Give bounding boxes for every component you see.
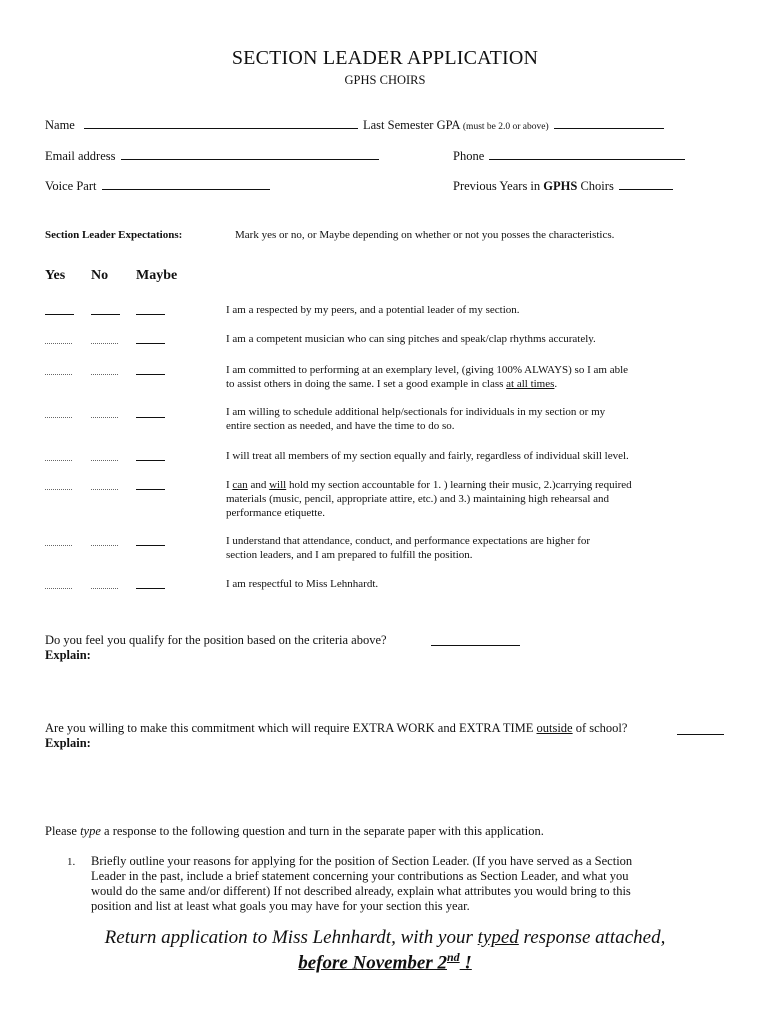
email-field (45, 148, 379, 164)
statement-1: I am a respected by my peers, and a potential leader of my section. (226, 304, 520, 316)
row1-no-blank[interactable] (91, 314, 120, 315)
gpa-note: (must be 2.0 or above) (462, 122, 549, 132)
statement-6 (226, 478, 632, 520)
closing-deadline-suffix: nd (446, 950, 460, 964)
email-label: Email address (45, 149, 116, 163)
item-number: 1. (67, 856, 76, 868)
statement-6-will: will (269, 479, 287, 491)
statement-6-part-e: hold my section accountable for 1. ) learning their music, 2.)carrying required (286, 479, 632, 491)
statement-6-part-a: I (226, 479, 233, 491)
row3-yes-blank[interactable] (45, 374, 72, 375)
type-instructions-type: type (80, 824, 101, 838)
row3-no-blank[interactable] (91, 374, 118, 375)
closing-line-1-a: Return application to Miss Lehnhardt, with your (104, 927, 478, 948)
type-instructions-c: a response to the following question and turn in the separate paper with this application. (100, 824, 544, 838)
row4-no-blank[interactable] (91, 417, 118, 418)
voice-part-input-line[interactable] (102, 178, 270, 190)
phone-input-line[interactable] (489, 148, 685, 160)
previous-years-field (453, 178, 673, 194)
row7-yes-blank[interactable] (45, 545, 72, 546)
statement-6-line-3: performance etiquette. (226, 507, 325, 519)
item-1-line-3: would do the same and/or different) If not described already, explain what attributes you would bring to this (91, 884, 631, 898)
item-1 (91, 854, 632, 914)
statement-4 (226, 405, 605, 433)
row8-no-blank[interactable] (91, 588, 118, 589)
email-input-line[interactable] (121, 148, 379, 160)
statement-6-line-1 (226, 478, 632, 492)
row6-maybe-blank[interactable] (136, 489, 165, 490)
statement-4-line-1: I am willing to schedule additional help/sectionals for individuals in my section or my (226, 406, 606, 418)
column-no: No (91, 268, 109, 283)
closing-deadline: before November 2 (298, 952, 447, 974)
row4-maybe-blank[interactable] (136, 417, 165, 418)
name-label: Name (45, 118, 75, 132)
previous-years-label-b: GPHS (543, 179, 578, 193)
name-field (45, 117, 358, 133)
item-1-line-4: position and list at least what goals you may have for your section this year. (91, 899, 470, 913)
closing-line-2 (0, 950, 770, 974)
row2-yes-blank[interactable] (45, 343, 72, 344)
statement-6-line-2: materials (music, pencil, appropriate attire, etc.) and 3.) maintaining high rehearsal and (226, 493, 610, 505)
closing-exclaim: ! (459, 952, 472, 974)
question-1-explain-label: Explain: (45, 648, 91, 662)
question-1: Do you feel you qualify for the position based on the criteria above? (45, 633, 387, 647)
question-2-outside: outside (536, 721, 573, 735)
column-yes: Yes (45, 268, 66, 283)
statement-2: I am a competent musician who can sing pitches and speak/clap rhythms accurately. (226, 333, 596, 345)
row2-maybe-blank[interactable] (136, 343, 165, 344)
page-subtitle: GPHS CHOIRS (344, 73, 426, 87)
statement-3-underlined: at all times (506, 378, 555, 390)
statement-3 (226, 363, 628, 391)
row5-yes-blank[interactable] (45, 460, 72, 461)
row3-maybe-blank[interactable] (136, 374, 165, 375)
row7-no-blank[interactable] (91, 545, 118, 546)
page-title: SECTION LEADER APPLICATION (231, 47, 539, 69)
question-2-text: Are you willing to make this commitment which will require EXTRA WORK and EXTRA TIME (45, 721, 537, 735)
question-2 (45, 721, 627, 736)
closing-line-1 (0, 927, 770, 949)
statement-3-period: . (554, 378, 558, 390)
statement-5: I will treat all members of my section equally and fairly, regardless of individual skill level. (226, 450, 629, 462)
statement-3-line-2 (226, 377, 628, 391)
gpa-input-line[interactable] (554, 117, 664, 129)
closing-line-1-c: response attached, (518, 927, 666, 948)
statement-6-part-c: and (247, 479, 270, 491)
previous-years-label-a: Previous Years in (453, 179, 544, 193)
question-2-explain-label: Explain: (45, 736, 91, 750)
gpa-label: Last Semester GPA (363, 118, 460, 132)
column-maybe: Maybe (136, 268, 178, 283)
statement-6-can: can (232, 479, 248, 491)
type-instructions (45, 824, 544, 839)
row5-no-blank[interactable] (91, 460, 118, 461)
row6-no-blank[interactable] (91, 489, 118, 490)
statement-8: I am respectful to Miss Lehnhardt. (226, 578, 379, 590)
question-2-end: of school? (572, 721, 628, 735)
row5-maybe-blank[interactable] (136, 460, 165, 461)
question-2-answer-blank[interactable] (677, 734, 724, 735)
expectations-label: Section Leader Expectations: (45, 229, 183, 241)
name-input-line[interactable] (84, 117, 358, 129)
row8-yes-blank[interactable] (45, 588, 72, 589)
voice-part-field (45, 178, 270, 194)
statement-3-line-1: I am committed to performing at an exemplary level, (giving 100% ALWAYS) so I am able (226, 364, 629, 376)
previous-years-label-c: Choirs (577, 179, 614, 193)
row4-yes-blank[interactable] (45, 417, 72, 418)
type-instructions-a: Please (45, 824, 81, 838)
closing-typed: typed (477, 927, 519, 948)
statement-3-text: to assist others in doing the same. I set a good example in class (226, 378, 507, 390)
row1-maybe-blank[interactable] (136, 314, 165, 315)
expectations-instruction: Mark yes or no, or Maybe depending on whether or not you posses the characteristics. (235, 229, 615, 241)
phone-label: Phone (453, 149, 485, 163)
row1-yes-blank[interactable] (45, 314, 74, 315)
item-1-line-1: Briefly outline your reasons for applying for the position of Section Leader. (If you have served as a Section (91, 854, 633, 868)
item-1-line-2: Leader in the past, include a brief statement concerning your contributions as Section Leader, and what you (91, 869, 629, 883)
question-1-answer-blank[interactable] (431, 645, 520, 646)
row2-no-blank[interactable] (91, 343, 118, 344)
row7-maybe-blank[interactable] (136, 545, 165, 546)
statement-7-line-1: I understand that attendance, conduct, and performance expectations are higher for (226, 535, 591, 547)
statement-4-line-2: entire section as needed, and have the time to do so. (226, 420, 455, 432)
statement-7-line-2: section leaders, and I am prepared to fulfill the position. (226, 549, 473, 561)
gpa-field (363, 117, 664, 133)
statement-7 (226, 534, 590, 562)
previous-years-input-line[interactable] (619, 178, 673, 190)
voice-part-label: Voice Part (45, 179, 97, 193)
row8-maybe-blank[interactable] (136, 588, 165, 589)
row6-yes-blank[interactable] (45, 489, 72, 490)
phone-field (453, 148, 685, 164)
